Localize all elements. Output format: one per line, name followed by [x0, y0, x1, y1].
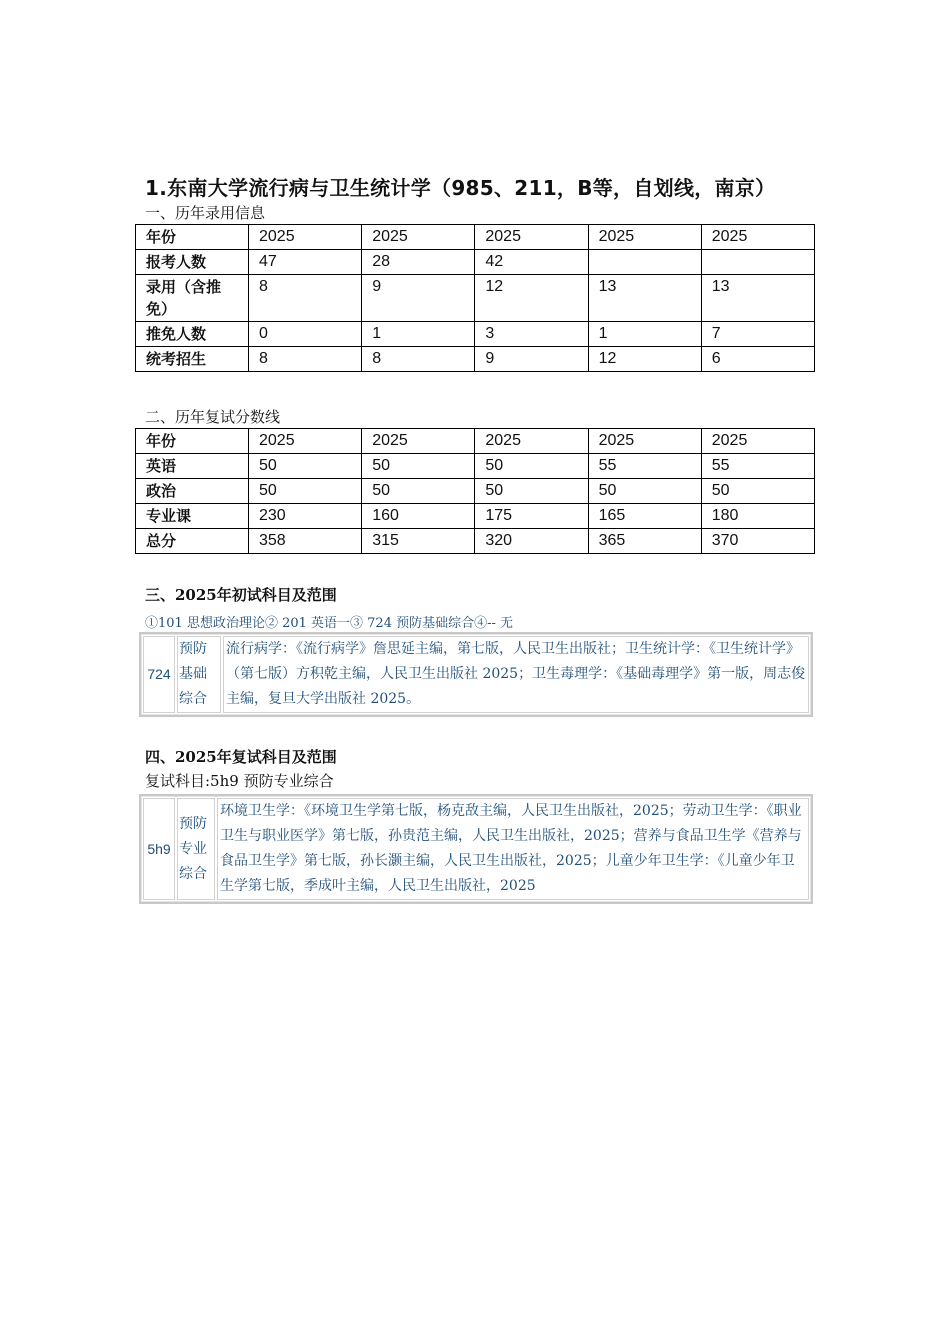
table-cell: 365 — [588, 529, 701, 554]
table-row — [136, 322, 815, 347]
table-cell: 2025 — [588, 225, 701, 250]
admission-table — [135, 224, 815, 372]
table-row — [136, 225, 815, 250]
table-cell: 55 — [701, 454, 814, 479]
table-cell: 3 — [475, 322, 588, 347]
table-cell: 2025 — [475, 429, 588, 454]
section3-heading: 三、2025年初试科目及范围 — [145, 586, 337, 604]
section4-heading: 四、2025年复试科目及范围 — [145, 748, 337, 766]
table-cell: 2025 — [701, 225, 814, 250]
table-cell: 9 — [475, 347, 588, 372]
table-cell: 2025 — [362, 225, 475, 250]
table-cell: 8 — [249, 275, 362, 322]
subject-code: 5h9 — [143, 798, 175, 900]
table-cell: 50 — [475, 479, 588, 504]
table-cell: 2025 — [588, 429, 701, 454]
row-label: 专业课 — [136, 504, 249, 529]
subject-name: 预防基础综合 — [177, 636, 221, 713]
row-label: 总分 — [136, 529, 249, 554]
table-cell: 2025 — [249, 429, 362, 454]
subject-scope: 流行病学：《流行病学》詹思延主编，第七版，人民卫生出版社；卫生统计学：《卫生统计学》（第七版）方积乾主编，人民卫生出版社 2025；卫生毒理学：《基础毒理学》第一版，周志俊主编，复旦大学出版社 2025。 — [223, 636, 809, 713]
table-cell: 320 — [475, 529, 588, 554]
score-line-table — [135, 428, 815, 554]
table-cell: 50 — [362, 454, 475, 479]
table-row — [136, 529, 815, 554]
table-cell: 50 — [249, 454, 362, 479]
table-cell — [588, 250, 701, 275]
subject-name: 预防专业综合 — [177, 798, 215, 900]
table-cell: 230 — [249, 504, 362, 529]
table-row — [136, 347, 815, 372]
table-row — [136, 454, 815, 479]
table-cell: 13 — [588, 275, 701, 322]
table-row — [136, 429, 815, 454]
subject-code: 724 — [143, 636, 175, 713]
row-label: 年份 — [136, 225, 249, 250]
table-cell: 370 — [701, 529, 814, 554]
table-cell: 50 — [701, 479, 814, 504]
table-cell: 2025 — [362, 429, 475, 454]
retest-scope-box — [139, 794, 813, 904]
section2-heading: 二、历年复试分数线 — [145, 408, 281, 426]
table-cell: 7 — [701, 322, 814, 347]
table-cell: 0 — [249, 322, 362, 347]
table-cell: 50 — [588, 479, 701, 504]
table-cell: 358 — [249, 529, 362, 554]
page-title: 1.东南大学流行病与卫生统计学（985、211，B等，自划线，南京） — [145, 176, 776, 200]
table-cell: 315 — [362, 529, 475, 554]
table-cell: 9 — [362, 275, 475, 322]
table-cell: 1 — [588, 322, 701, 347]
table-cell: 12 — [475, 275, 588, 322]
table-cell: 2025 — [701, 429, 814, 454]
table-cell: 2025 — [249, 225, 362, 250]
table-cell: 50 — [362, 479, 475, 504]
table-cell: 175 — [475, 504, 588, 529]
table-cell: 165 — [588, 504, 701, 529]
row-label: 年份 — [136, 429, 249, 454]
row-label: 录用（含推免） — [136, 275, 249, 322]
table-cell: 8 — [249, 347, 362, 372]
table-cell: 42 — [475, 250, 588, 275]
retest-subject-line: 复试科目:5h9 预防专业综合 — [145, 772, 334, 790]
table-row — [136, 275, 815, 322]
table-cell: 50 — [475, 454, 588, 479]
table-row — [136, 250, 815, 275]
table-cell: 47 — [249, 250, 362, 275]
table-row — [136, 479, 815, 504]
table-cell: 8 — [362, 347, 475, 372]
row-label: 政治 — [136, 479, 249, 504]
table-cell: 1 — [362, 322, 475, 347]
table-cell: 13 — [701, 275, 814, 322]
exam-subjects: ①101 思想政治理论② 201 英语一③ 724 预防基础综合④-- 无 — [145, 616, 514, 631]
subject-scope: 环境卫生学：《环境卫生学第七版，杨克敌主编，人民卫生出版社，2025；劳动卫生学：《职业卫生与职业医学》第七版，孙贵范主编，人民卫生出版社，2025；营养与食品卫生学《营养与食品卫生学》第七版，孙长灏主编，人民卫生出版社，2025；儿童少年卫生学：《儿童少年卫生学第七版，季成叶主编，人民卫生出版社，2025 — [217, 798, 809, 900]
table-cell — [701, 250, 814, 275]
table-cell: 28 — [362, 250, 475, 275]
table-cell: 6 — [701, 347, 814, 372]
table-cell: 50 — [249, 479, 362, 504]
table-row — [136, 504, 815, 529]
row-label: 推免人数 — [136, 322, 249, 347]
initial-exam-scope-box — [139, 632, 813, 717]
table-cell: 2025 — [475, 225, 588, 250]
table-cell: 160 — [362, 504, 475, 529]
table-cell: 12 — [588, 347, 701, 372]
table-cell: 180 — [701, 504, 814, 529]
section1-heading: 一、历年录用信息 — [145, 204, 266, 222]
row-label: 统考招生 — [136, 347, 249, 372]
row-label: 英语 — [136, 454, 249, 479]
row-label: 报考人数 — [136, 250, 249, 275]
table-cell: 55 — [588, 454, 701, 479]
